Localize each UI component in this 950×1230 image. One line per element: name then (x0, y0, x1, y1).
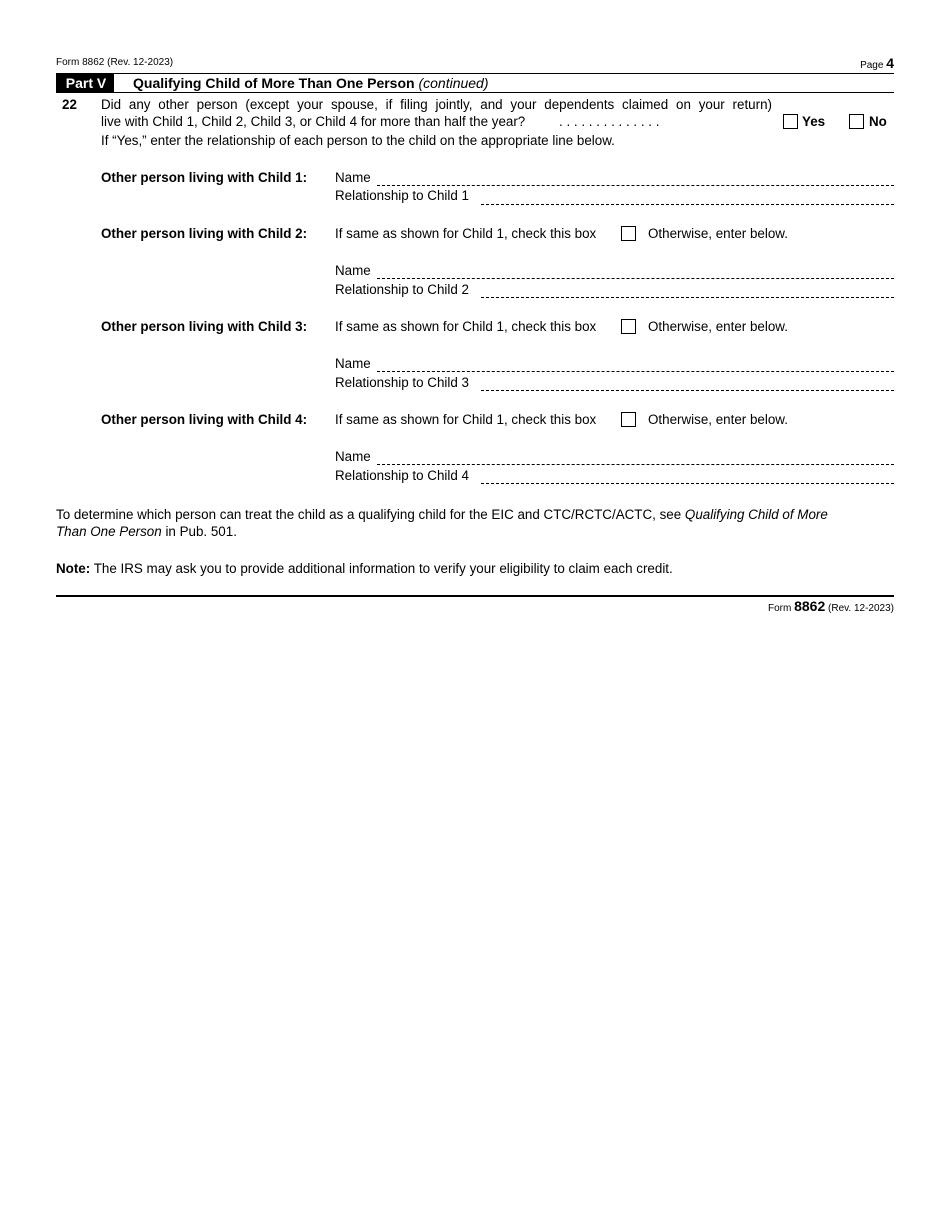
footer-revision: (Rev. 12-2023) (828, 603, 894, 614)
yes-label: Yes (802, 114, 826, 129)
child4-name-label: Name (335, 449, 371, 464)
child2-relationship-field[interactable] (481, 297, 894, 298)
part-rule (56, 92, 894, 93)
child3-otherwise-label: Otherwise, enter below. (648, 319, 788, 334)
child2-label: Other person living with Child 2: (101, 226, 308, 241)
part-title-suffix: (continued) (418, 75, 489, 91)
line22-question-line2: live with Child 1, Child 2, Child 3, or Child 4 for more than half the year? (101, 114, 526, 129)
yes-checkbox[interactable] (783, 114, 798, 129)
child2-same-as-label: If same as shown for Child 1, check this box (335, 226, 597, 241)
child3-same-as-checkbox[interactable] (621, 319, 636, 334)
footer-form-word: Form (767, 603, 792, 614)
footer-rule (56, 595, 894, 597)
note-text: The IRS may ask you to provide additional information to verify your eligibility to claim each credit. (93, 561, 673, 576)
determine-paragraph-line2 (56, 523, 237, 540)
form-footer (768, 598, 894, 617)
part-tag: Part V (56, 74, 114, 92)
child3-name-label: Name (335, 356, 371, 371)
child3-relationship-field[interactable] (481, 390, 894, 391)
note-paragraph (56, 560, 673, 577)
line22-instruction: If “Yes,” enter the relationship of each person to the child on the appropriate line below. (101, 133, 615, 148)
child1-name-label: Name (335, 170, 371, 185)
child2-otherwise-label: Otherwise, enter below. (648, 226, 788, 241)
no-label: No (869, 114, 887, 129)
child4-otherwise-label: Otherwise, enter below. (648, 412, 788, 427)
child4-label: Other person living with Child 4: (101, 412, 308, 427)
child3-label: Other person living with Child 3: (101, 319, 308, 334)
determine-italic-b: Than One Person (56, 524, 162, 539)
child2-name-field[interactable] (377, 278, 894, 279)
determine-text-b: in Pub. 501. (165, 524, 237, 539)
child4-relationship-label: Relationship to Child 4 (335, 468, 469, 483)
no-checkbox[interactable] (849, 114, 864, 129)
page-number (860, 55, 894, 71)
child2-name-label: Name (335, 263, 371, 278)
child1-relationship-field[interactable] (481, 204, 894, 205)
child2-same-as-checkbox[interactable] (621, 226, 636, 241)
determine-paragraph-line1 (56, 506, 828, 523)
form-header-label: Form 8862 (Rev. 12-2023) (56, 57, 174, 68)
line22-leader-dots: . . . . . . . . . . . . . . (559, 114, 660, 129)
child3-relationship-label: Relationship to Child 3 (335, 375, 469, 390)
footer-form-number: 8862 (794, 598, 826, 614)
child1-label: Other person living with Child 1: (101, 170, 308, 185)
child4-same-as-label: If same as shown for Child 1, check this box (335, 412, 597, 427)
child4-relationship-field[interactable] (481, 483, 894, 484)
line22-question-line1: Did any other person (except your spouse, if filing jointly, and your dependents claimed on your return) (101, 97, 772, 112)
child4-same-as-checkbox[interactable] (621, 412, 636, 427)
part-title (133, 74, 489, 92)
child1-relationship-label: Relationship to Child 1 (335, 188, 469, 203)
page-label: Page (860, 60, 884, 71)
determine-text-a: To determine which person can treat the child as a qualifying child for the EIC and CTC/RCTC/ACTC, see (56, 507, 682, 522)
child3-same-as-label: If same as shown for Child 1, check this box (335, 319, 597, 334)
child2-relationship-label: Relationship to Child 2 (335, 282, 469, 297)
note-label: Note: (56, 561, 91, 576)
child3-name-field[interactable] (377, 371, 894, 372)
page-number-value: 4 (886, 55, 894, 71)
child1-name-field[interactable] (377, 185, 894, 186)
child4-name-field[interactable] (377, 464, 894, 465)
part-title-text: Qualifying Child of More Than One Person (133, 75, 415, 91)
determine-italic-a: Qualifying Child of More (684, 507, 828, 522)
line-number-22: 22 (62, 97, 77, 112)
